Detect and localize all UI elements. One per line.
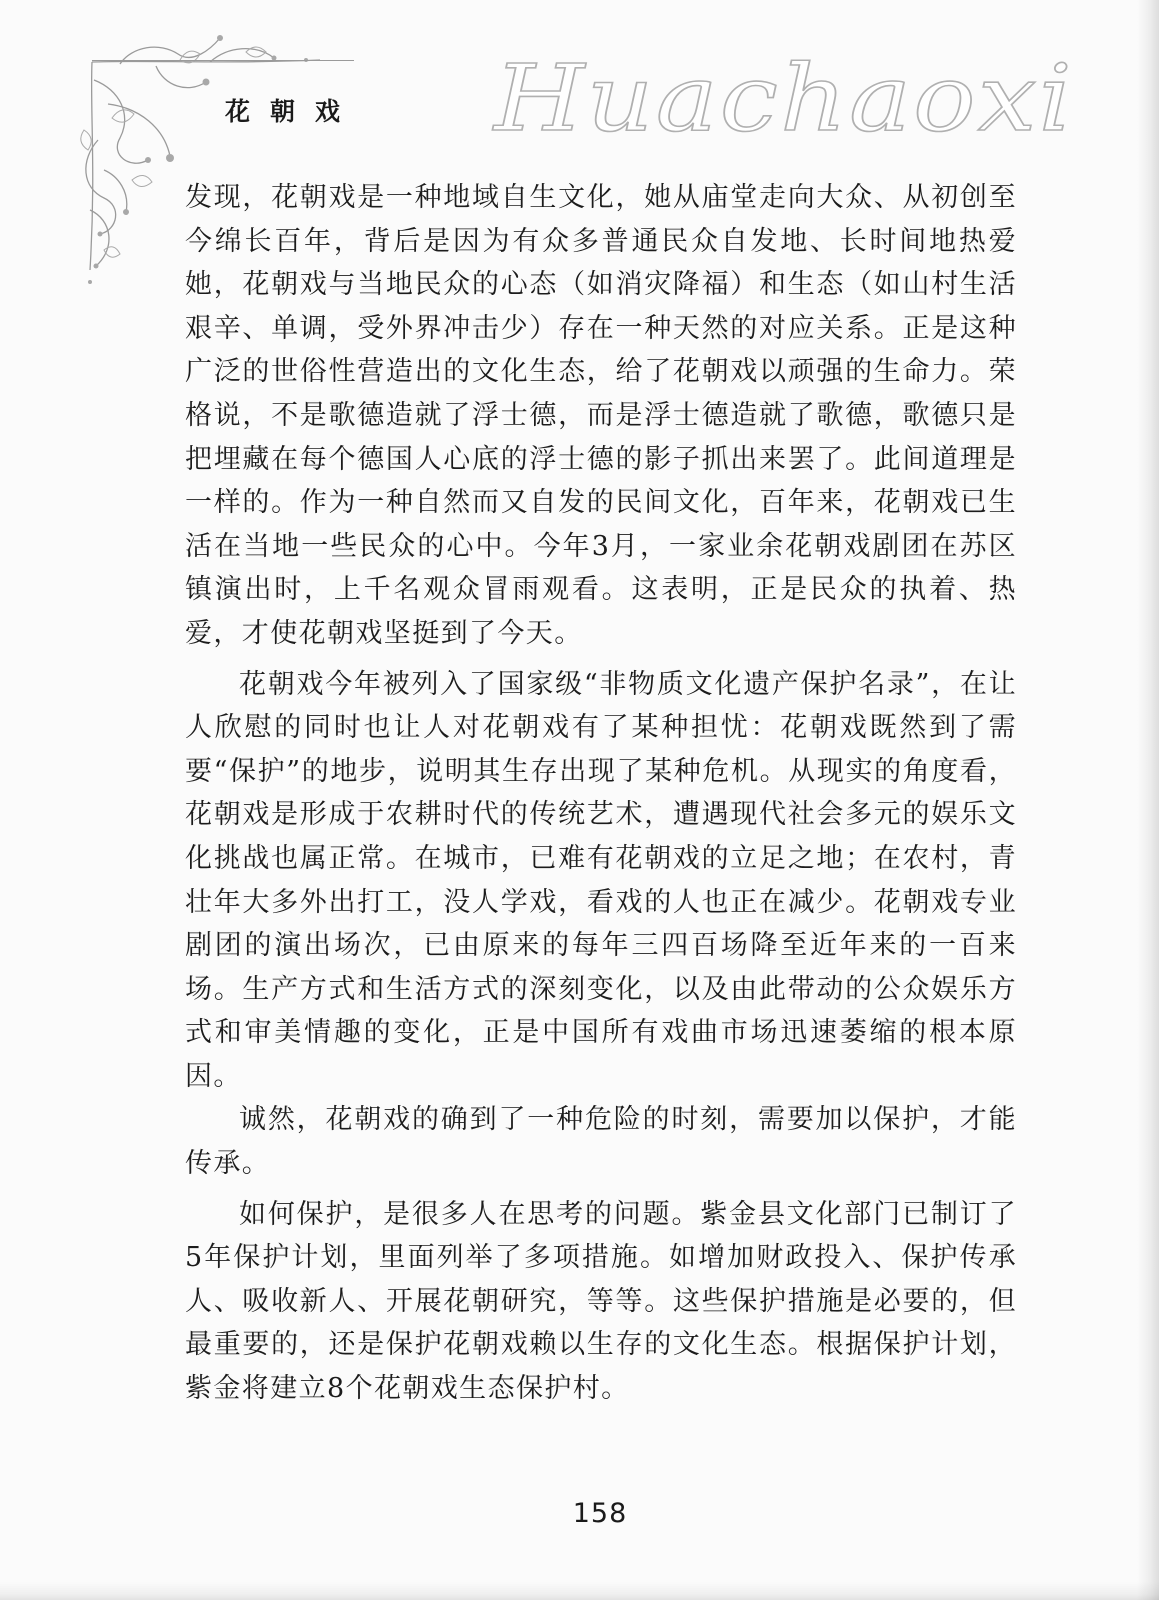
body-text (185, 176, 1017, 1411)
paragraph-how-to-protect: 如何保护，是很多人在思考的问题。紫金县文化部门已制订了5年保护计划，里面列举了多项措施。如增加财政投入、保护传承人、吸收新人、开展花朝研究，等等。这些保护措施是必要的，但最重要的，还是保护花朝戏赖以生存的文化生态。根据保护计划，紫金将建立8个花朝戏生态保护村。 (185, 1198, 1017, 1405)
header-rule (92, 60, 354, 61)
paragraph-danger: 诚然，花朝戏的确到了一种危险的时刻，需要加以保护，才能传承。 (185, 1104, 1017, 1180)
running-head: 花朝戏 (225, 97, 361, 126)
page-number: 158 (572, 1498, 628, 1529)
header-script-text: Huachaoxi (491, 45, 1074, 152)
paragraph-continued: 发现，花朝戏是一种地域自生文化，她从庙堂走向大众、从初创至今绵长百年，背后是因为有众多普通民众自发地、长时间地热爱她，花朝戏与当地民众的心态（如消灾降福）和生态（如山村生活艰辛、单调，受外界冲击少）存在一种天然的对应关系。正是这种广泛的世俗性营造出的文化生态，给了花朝戏以顽强的生命力。荣格说，不是歌德造就了浮士德，而是浮士德造就了歌德，歌德只是把埋藏在每个德国人心底的浮士德的影子抓出来罢了。此间道理是一样的。作为一种自然而又自发的民间文化，百年来，花朝戏已生活在当地一些民众的心中。今年3月，一家业余花朝戏剧团在苏区镇演出时，上千名观众冒雨观看。这表明，正是民众的执着、热爱，才使花朝戏坚挺到了今天。 (185, 182, 1017, 649)
header-script-title (490, 44, 1080, 154)
paragraph-protection-list: 花朝戏今年被列入了国家级“非物质文化遗产保护名录”，在让人欣慰的同时也让人对花朝戏有了某种担忧：花朝戏既然到了需要“保护”的地步，说明其生存出现了某种危机。从现实的角度看，花朝戏是形成于农耕时代的传统艺术，遭遇现代社会多元的娱乐文化挑战也属正常。在城市，已难有花朝戏的立足之地；在农村，青壮年大多外出打工，没人学戏，看戏的人也正在减少。花朝戏专业剧团的演出场次，已由原来的每年三四百场降至近年来的一百来场。生产方式和生活方式的深刻变化，以及由此带动的公众娱乐方式和审美情趣的变化，正是中国所有戏曲市场迅速萎缩的根本原因。 (185, 668, 1017, 1092)
scan-edge-shadow-right (1137, 0, 1159, 1600)
scan-edge-shadow-bottom (0, 1582, 1159, 1600)
